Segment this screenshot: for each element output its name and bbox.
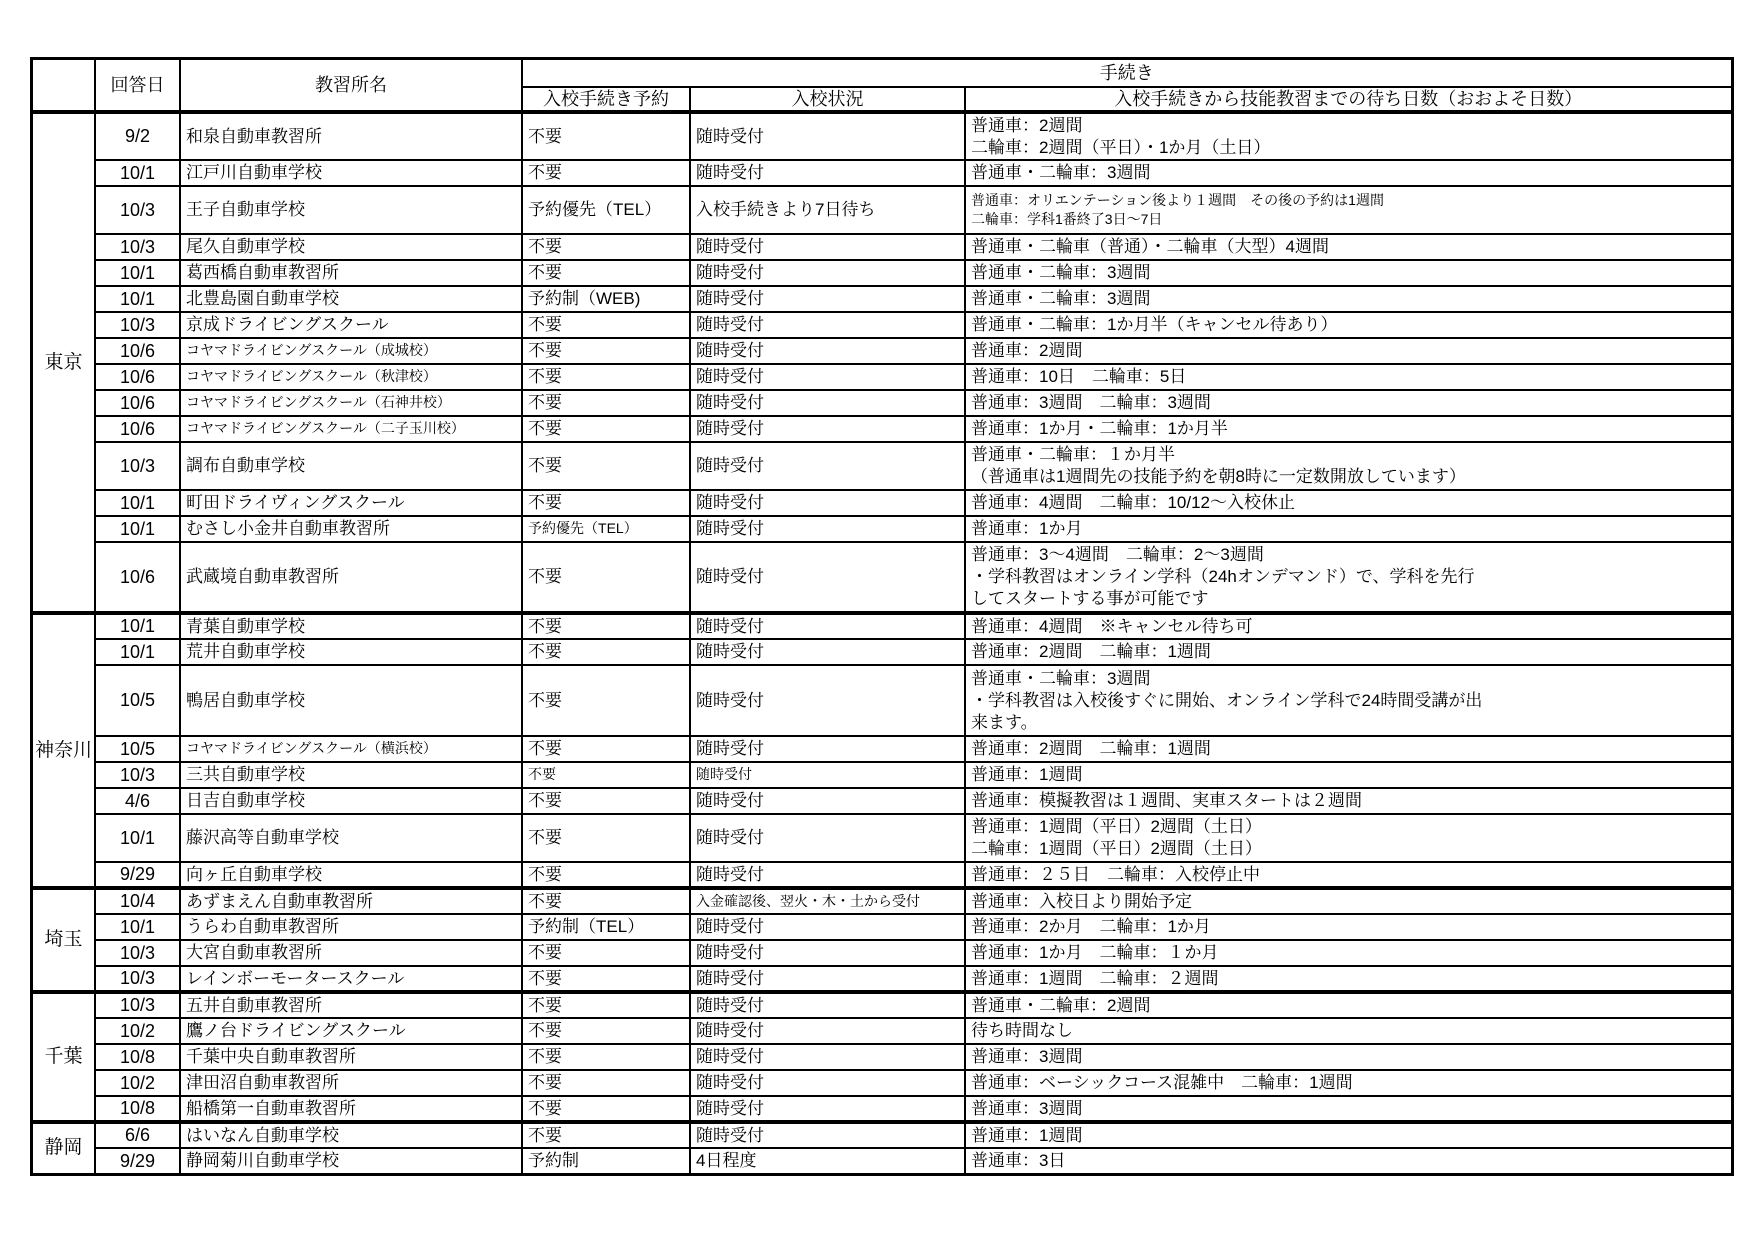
cell-school: 鷹ノ台ドライビングスクール (180, 1018, 522, 1044)
cell-wait: 普通車：1週間（平日）2週間（土日） 二輪車：1週間（平日）2週間（土日） (965, 814, 1732, 862)
cell-reservation: 不要 (522, 312, 690, 338)
cell-reservation: 不要 (522, 1122, 690, 1148)
cell-date: 10/1 (95, 639, 180, 665)
cell-date: 10/6 (95, 390, 180, 416)
cell-wait: 普通車・二輪車：1か月半（キャンセル待あり） (965, 312, 1732, 338)
cell-school: 京成ドライビングスクール (180, 312, 522, 338)
table-row (32, 234, 1733, 260)
cell-reservation: 予約制（WEB) (522, 286, 690, 312)
table-row (32, 1070, 1733, 1096)
cell-date: 9/29 (95, 1148, 180, 1174)
cell-status: 随時受付 (690, 788, 965, 814)
cell-status: 随時受付 (690, 1122, 965, 1148)
header-date: 回答日 (95, 59, 180, 113)
cell-school: 調布自動車学校 (180, 442, 522, 490)
cell-date: 10/8 (95, 1096, 180, 1122)
cell-reservation: 不要 (522, 234, 690, 260)
cell-school: 江戸川自動車学校 (180, 160, 522, 186)
table-row (32, 186, 1733, 234)
cell-wait: 普通車・二輪車：2週間 (965, 992, 1732, 1018)
table-body (32, 112, 1733, 1174)
cell-status: 随時受付 (690, 490, 965, 516)
cell-wait: 待ち時間なし (965, 1018, 1732, 1044)
cell-status: 随時受付 (690, 1018, 965, 1044)
cell-school: 鴨居自動車学校 (180, 665, 522, 736)
table-row (32, 260, 1733, 286)
cell-date: 10/1 (95, 286, 180, 312)
cell-status: 随時受付 (690, 862, 965, 888)
cell-wait: 普通車：4週間 二輪車：10/12～入校休止 (965, 490, 1732, 516)
table-row (32, 992, 1733, 1018)
cell-school: 船橋第一自動車教習所 (180, 1096, 522, 1122)
table-row (32, 966, 1733, 992)
cell-reservation: 不要 (522, 665, 690, 736)
table-row (32, 862, 1733, 888)
cell-status: 随時受付 (690, 1096, 965, 1122)
cell-wait: 普通車：2週間 二輪車：2週間（平日）・1か月（土日） (965, 112, 1732, 160)
table-row (32, 416, 1733, 442)
region-label: 埼玉 (32, 888, 96, 992)
cell-date: 10/3 (95, 966, 180, 992)
cell-status: 随時受付 (690, 160, 965, 186)
cell-date: 10/1 (95, 516, 180, 542)
cell-reservation: 不要 (522, 788, 690, 814)
cell-reservation: 予約制 (522, 1148, 690, 1174)
cell-reservation: 不要 (522, 364, 690, 390)
cell-school: 北豊島園自動車学校 (180, 286, 522, 312)
cell-wait: 普通車：10日 二輪車：5日 (965, 364, 1732, 390)
table-row (32, 1044, 1733, 1070)
cell-wait: 普通車：1か月・二輪車：1か月半 (965, 416, 1732, 442)
table-row (32, 490, 1733, 516)
cell-date: 10/3 (95, 992, 180, 1018)
cell-wait: 普通車：2週間 二輪車：1週間 (965, 639, 1732, 665)
header-wait: 入校手続きから技能教習までの待ち日数（おおよそ日数） (965, 87, 1732, 113)
cell-status: 随時受付 (690, 966, 965, 992)
cell-wait: 普通車：模擬教習は１週間、実車スタートは２週間 (965, 788, 1732, 814)
cell-reservation: 不要 (522, 940, 690, 966)
cell-school: 静岡菊川自動車学校 (180, 1148, 522, 1174)
cell-date: 10/4 (95, 888, 180, 914)
cell-status: 随時受付 (690, 516, 965, 542)
cell-status: 随時受付 (690, 992, 965, 1018)
cell-reservation: 不要 (522, 639, 690, 665)
cell-school: コヤマドライビングスクール（二子玉川校） (180, 416, 522, 442)
cell-date: 10/1 (95, 814, 180, 862)
table-row (32, 364, 1733, 390)
cell-reservation: 不要 (522, 1096, 690, 1122)
cell-reservation: 不要 (522, 992, 690, 1018)
region-label: 千葉 (32, 992, 96, 1122)
cell-school: コヤマドライビングスクール（横浜校） (180, 736, 522, 762)
cell-date: 10/3 (95, 234, 180, 260)
cell-reservation: 不要 (522, 814, 690, 862)
cell-date: 10/2 (95, 1070, 180, 1096)
cell-school: 荒井自動車学校 (180, 639, 522, 665)
cell-status: 随時受付 (690, 260, 965, 286)
table-row (32, 914, 1733, 940)
table-row (32, 814, 1733, 862)
cell-reservation: 不要 (522, 442, 690, 490)
table-row (32, 286, 1733, 312)
cell-date: 10/5 (95, 665, 180, 736)
cell-status: 入校手続きより7日待ち (690, 186, 965, 234)
cell-date: 10/1 (95, 613, 180, 639)
cell-status: 随時受付 (690, 639, 965, 665)
cell-reservation: 不要 (522, 613, 690, 639)
cell-date: 10/2 (95, 1018, 180, 1044)
cell-status: 随時受付 (690, 416, 965, 442)
cell-date: 9/29 (95, 862, 180, 888)
cell-status: 随時受付 (690, 736, 965, 762)
cell-status: 随時受付 (690, 312, 965, 338)
cell-reservation: 予約優先（TEL） (522, 186, 690, 234)
table-row (32, 736, 1733, 762)
cell-date: 10/3 (95, 312, 180, 338)
cell-wait: 普通車・二輪車：3週間 (965, 160, 1732, 186)
table-row (32, 312, 1733, 338)
cell-wait: 普通車：3週間 (965, 1096, 1732, 1122)
cell-status: 随時受付 (690, 286, 965, 312)
table-row (32, 1148, 1733, 1174)
table-row (32, 639, 1733, 665)
cell-reservation: 不要 (522, 390, 690, 416)
cell-wait: 普通車・二輪車：3週間 ・学科教習は入校後すぐに開始、オンライン学科で24時間受講が出 来ます。 (965, 665, 1732, 736)
cell-wait: 普通車：２５日 二輪車：入校停止中 (965, 862, 1732, 888)
cell-reservation: 不要 (522, 260, 690, 286)
cell-date: 10/6 (95, 542, 180, 613)
cell-date: 10/5 (95, 736, 180, 762)
table-row (32, 390, 1733, 416)
cell-school: 向ヶ丘自動車学校 (180, 862, 522, 888)
table-row (32, 542, 1733, 613)
cell-reservation: 不要 (522, 888, 690, 914)
cell-school: レインボーモータースクール (180, 966, 522, 992)
cell-date: 4/6 (95, 788, 180, 814)
cell-status: 随時受付 (690, 234, 965, 260)
cell-school: あずまえん自動車教習所 (180, 888, 522, 914)
cell-wait: 普通車・二輪車（普通）・二輪車（大型）4週間 (965, 234, 1732, 260)
cell-wait: 普通車：ベーシックコース混雑中 二輪車：1週間 (965, 1070, 1732, 1096)
table-row (32, 442, 1733, 490)
cell-status: 随時受付 (690, 442, 965, 490)
region-label: 東京 (32, 112, 96, 613)
cell-wait: 普通車：3日 (965, 1148, 1732, 1174)
cell-date: 10/6 (95, 338, 180, 364)
cell-school: 尾久自動車学校 (180, 234, 522, 260)
cell-wait: 普通車：2週間 (965, 338, 1732, 364)
cell-date: 10/3 (95, 442, 180, 490)
cell-wait: 普通車：1週間 (965, 1122, 1732, 1148)
cell-status: 入金確認後、翌火・木・土から受付 (690, 888, 965, 914)
region-label: 静岡 (32, 1122, 96, 1174)
table-row (32, 665, 1733, 736)
cell-reservation: 不要 (522, 736, 690, 762)
table-row (32, 338, 1733, 364)
cell-school: コヤマドライビングスクール（成城校） (180, 338, 522, 364)
cell-status: 随時受付 (690, 1070, 965, 1096)
header-procedure-group: 手続き (522, 59, 1732, 87)
cell-wait: 普通車・二輪車：3週間 (965, 260, 1732, 286)
cell-status: 随時受付 (690, 1044, 965, 1070)
cell-school: 日吉自動車学校 (180, 788, 522, 814)
cell-wait: 普通車・二輪車：3週間 (965, 286, 1732, 312)
cell-school: 三共自動車学校 (180, 762, 522, 788)
table-row (32, 888, 1733, 914)
cell-date: 10/1 (95, 914, 180, 940)
table-row (32, 788, 1733, 814)
cell-status: 随時受付 (690, 665, 965, 736)
cell-status: 随時受付 (690, 814, 965, 862)
cell-date: 10/3 (95, 940, 180, 966)
cell-school: むさし小金井自動車教習所 (180, 516, 522, 542)
cell-reservation: 不要 (522, 862, 690, 888)
table-row (32, 112, 1733, 160)
cell-wait: 普通車：1週間 (965, 762, 1732, 788)
cell-reservation: 不要 (522, 1070, 690, 1096)
cell-status: 随時受付 (690, 914, 965, 940)
cell-status: 随時受付 (690, 542, 965, 613)
cell-school: 大宮自動車教習所 (180, 940, 522, 966)
cell-wait: 普通車：2か月 二輪車：1か月 (965, 914, 1732, 940)
cell-wait: 普通車：3週間 二輪車：3週間 (965, 390, 1732, 416)
table-row (32, 1096, 1733, 1122)
cell-reservation: 不要 (522, 490, 690, 516)
cell-reservation: 予約優先（TEL） (522, 516, 690, 542)
cell-status: 随時受付 (690, 940, 965, 966)
cell-date: 9/2 (95, 112, 180, 160)
header-status: 入校状況 (690, 87, 965, 113)
cell-date: 10/1 (95, 260, 180, 286)
cell-date: 10/8 (95, 1044, 180, 1070)
cell-reservation: 不要 (522, 160, 690, 186)
cell-reservation: 不要 (522, 1018, 690, 1044)
table-row (32, 940, 1733, 966)
header-school: 教習所名 (180, 59, 522, 113)
region-label: 神奈川 (32, 613, 96, 888)
header-row-group (32, 59, 1733, 87)
cell-reservation: 不要 (522, 338, 690, 364)
table-row (32, 160, 1733, 186)
cell-status: 随時受付 (690, 112, 965, 160)
cell-reservation: 不要 (522, 762, 690, 788)
cell-reservation: 不要 (522, 542, 690, 613)
cell-wait: 普通車：1か月 (965, 516, 1732, 542)
cell-wait: 普通車：2週間 二輪車：1週間 (965, 736, 1732, 762)
cell-school: 町田ドライヴィングスクール (180, 490, 522, 516)
cell-reservation: 予約制（TEL） (522, 914, 690, 940)
header-reservation: 入校手続き予約 (522, 87, 690, 113)
cell-status: 随時受付 (690, 762, 965, 788)
cell-school: 武蔵境自動車教習所 (180, 542, 522, 613)
cell-date: 6/6 (95, 1122, 180, 1148)
table-row (32, 516, 1733, 542)
cell-date: 10/1 (95, 490, 180, 516)
cell-school: はいなん自動車学校 (180, 1122, 522, 1148)
cell-school: 五井自動車教習所 (180, 992, 522, 1018)
table-row (32, 762, 1733, 788)
table-row (32, 613, 1733, 639)
cell-status: 随時受付 (690, 364, 965, 390)
cell-wait: 普通車・二輪車：１か月半 （普通車は1週間先の技能予約を朝8時に一定数開放しています） (965, 442, 1732, 490)
cell-date: 10/3 (95, 186, 180, 234)
cell-status: 4日程度 (690, 1148, 965, 1174)
cell-reservation: 不要 (522, 966, 690, 992)
driving-school-table (30, 57, 1734, 1176)
table-row (32, 1122, 1733, 1148)
cell-wait: 普通車：入校日より開始予定 (965, 888, 1732, 914)
cell-date: 10/6 (95, 416, 180, 442)
cell-wait: 普通車：4週間 ※キャンセル待ち可 (965, 613, 1732, 639)
cell-date: 10/3 (95, 762, 180, 788)
cell-date: 10/6 (95, 364, 180, 390)
cell-school: 津田沼自動車教習所 (180, 1070, 522, 1096)
cell-school: コヤマドライビングスクール（秋津校） (180, 364, 522, 390)
page (30, 57, 1734, 1176)
cell-status: 随時受付 (690, 390, 965, 416)
cell-wait: 普通車：1週間 二輪車：２週間 (965, 966, 1732, 992)
cell-reservation: 不要 (522, 1044, 690, 1070)
cell-school: 王子自動車学校 (180, 186, 522, 234)
cell-wait: 普通車：オリエンテーション後より１週間 その後の予約は1週間 二輪車：学科1番終了3日～7日 (965, 186, 1732, 234)
cell-school: うらわ自動車教習所 (180, 914, 522, 940)
cell-reservation: 不要 (522, 416, 690, 442)
header-region-blank (32, 59, 96, 113)
cell-wait: 普通車：3～4週間 二輪車：2～3週間 ・学科教習はオンライン学科（24hオンデマンド）で、学科を先行 してスタートする事が可能です (965, 542, 1732, 613)
cell-status: 随時受付 (690, 613, 965, 639)
cell-school: 青葉自動車学校 (180, 613, 522, 639)
cell-school: コヤマドライビングスクール（石神井校） (180, 390, 522, 416)
cell-school: 葛西橋自動車教習所 (180, 260, 522, 286)
cell-school: 藤沢高等自動車学校 (180, 814, 522, 862)
cell-status: 随時受付 (690, 338, 965, 364)
cell-date: 10/1 (95, 160, 180, 186)
cell-school: 和泉自動車教習所 (180, 112, 522, 160)
table-row (32, 1018, 1733, 1044)
cell-wait: 普通車：3週間 (965, 1044, 1732, 1070)
cell-school: 千葉中央自動車教習所 (180, 1044, 522, 1070)
cell-reservation: 不要 (522, 112, 690, 160)
cell-wait: 普通車：1か月 二輪車：１か月 (965, 940, 1732, 966)
